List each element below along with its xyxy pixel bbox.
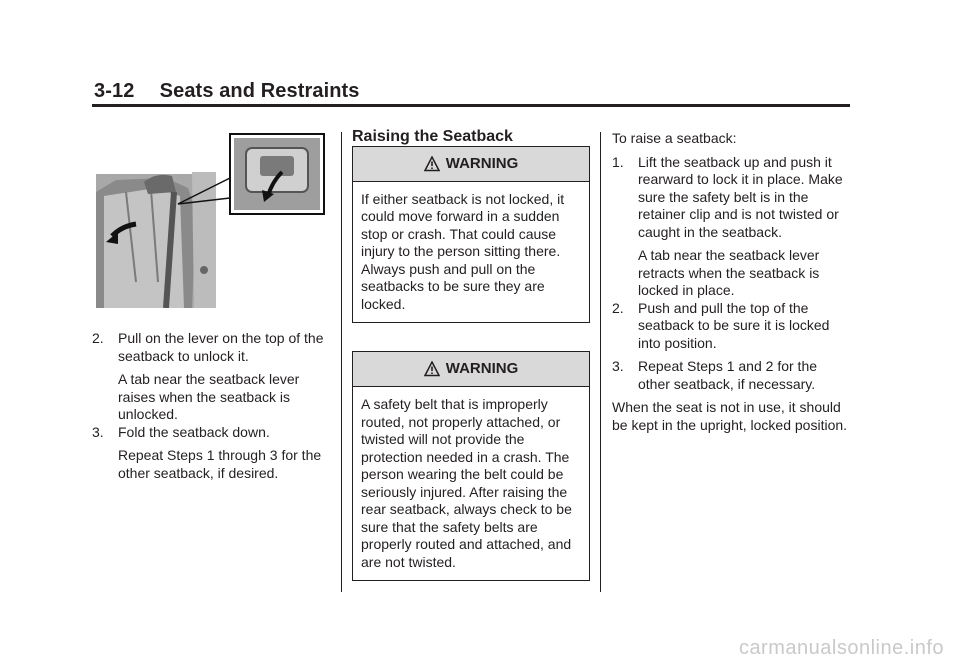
step-number: 1.	[612, 153, 624, 170]
warning-label: WARNING	[445, 154, 519, 172]
section-heading: Raising the Seatback	[352, 128, 513, 145]
right-column	[612, 130, 848, 434]
warning-triangle-icon	[424, 156, 440, 172]
step-3	[92, 424, 332, 442]
step-2	[612, 300, 848, 353]
step-text: Repeat Steps 1 and 2 for the other seatback, if necessary.	[638, 358, 818, 392]
intro-text: To raise a seatback:	[612, 130, 737, 146]
step-text: Pull on the lever on the top of the seatback to unlock it.	[118, 330, 324, 364]
step-number: 3.	[92, 423, 104, 440]
step-text: Fold the seatback down.	[118, 423, 270, 440]
left-column	[92, 330, 332, 482]
section-title: Seats and Restraints	[159, 80, 360, 102]
warning-text: A safety belt that is improperly routed, not properly attached, or twisted will not provide the protection needed in a crash. The person wearing the belt could be seriously injured. After raising the rear seatback, always check to be sure that the safety belts are properly routed and attached, and are not twisted.	[361, 396, 572, 570]
page-number: 3-12	[94, 80, 135, 102]
warning-header	[353, 352, 589, 387]
warning-label: WARNING	[445, 360, 519, 378]
step-number: 2.	[612, 299, 624, 316]
header-rule	[92, 104, 850, 107]
closing-text: When the seat is not in use, it should be kept in the upright, locked position.	[612, 399, 848, 433]
page-header	[94, 80, 360, 103]
warning-box	[352, 146, 590, 324]
step-3	[612, 358, 848, 393]
column-divider-left	[341, 132, 342, 592]
step-text: Push and pull the top of the seatback to be sure it is locked into position.	[638, 299, 830, 351]
warning-box	[352, 351, 590, 581]
warning-header	[353, 147, 589, 182]
column-divider-right	[600, 132, 601, 592]
middle-column	[352, 128, 592, 581]
step-number: 3.	[612, 358, 624, 374]
seat-lever-illustration	[96, 132, 326, 308]
step-1	[612, 154, 848, 242]
step-note: A tab near the seatback lever raises when the seatback is unlocked.	[118, 371, 300, 422]
step-2	[92, 330, 332, 365]
watermark: carmanualsonline.info	[738, 637, 944, 659]
step-text: Lift the seatback up and push it rearward to lock it in place. Make sure the safety belt is in the retainer clip and is not twisted or caught in the seatback.	[638, 153, 843, 240]
step-note: A tab near the seatback lever retracts when the seatback is locked in place.	[638, 247, 820, 298]
step-note: Repeat Steps 1 through 3 for the other seatback, if desired.	[118, 447, 322, 481]
step-number: 2.	[92, 330, 104, 346]
warning-text: If either seatback is not locked, it could move forward in a sudden stop or crash. That could cause injury to the person sitting there. Always push and pull on the seatbacks to be sure they are locked.	[361, 190, 565, 312]
warning-triangle-icon	[424, 361, 440, 377]
seat-illustration-icon	[96, 132, 326, 308]
